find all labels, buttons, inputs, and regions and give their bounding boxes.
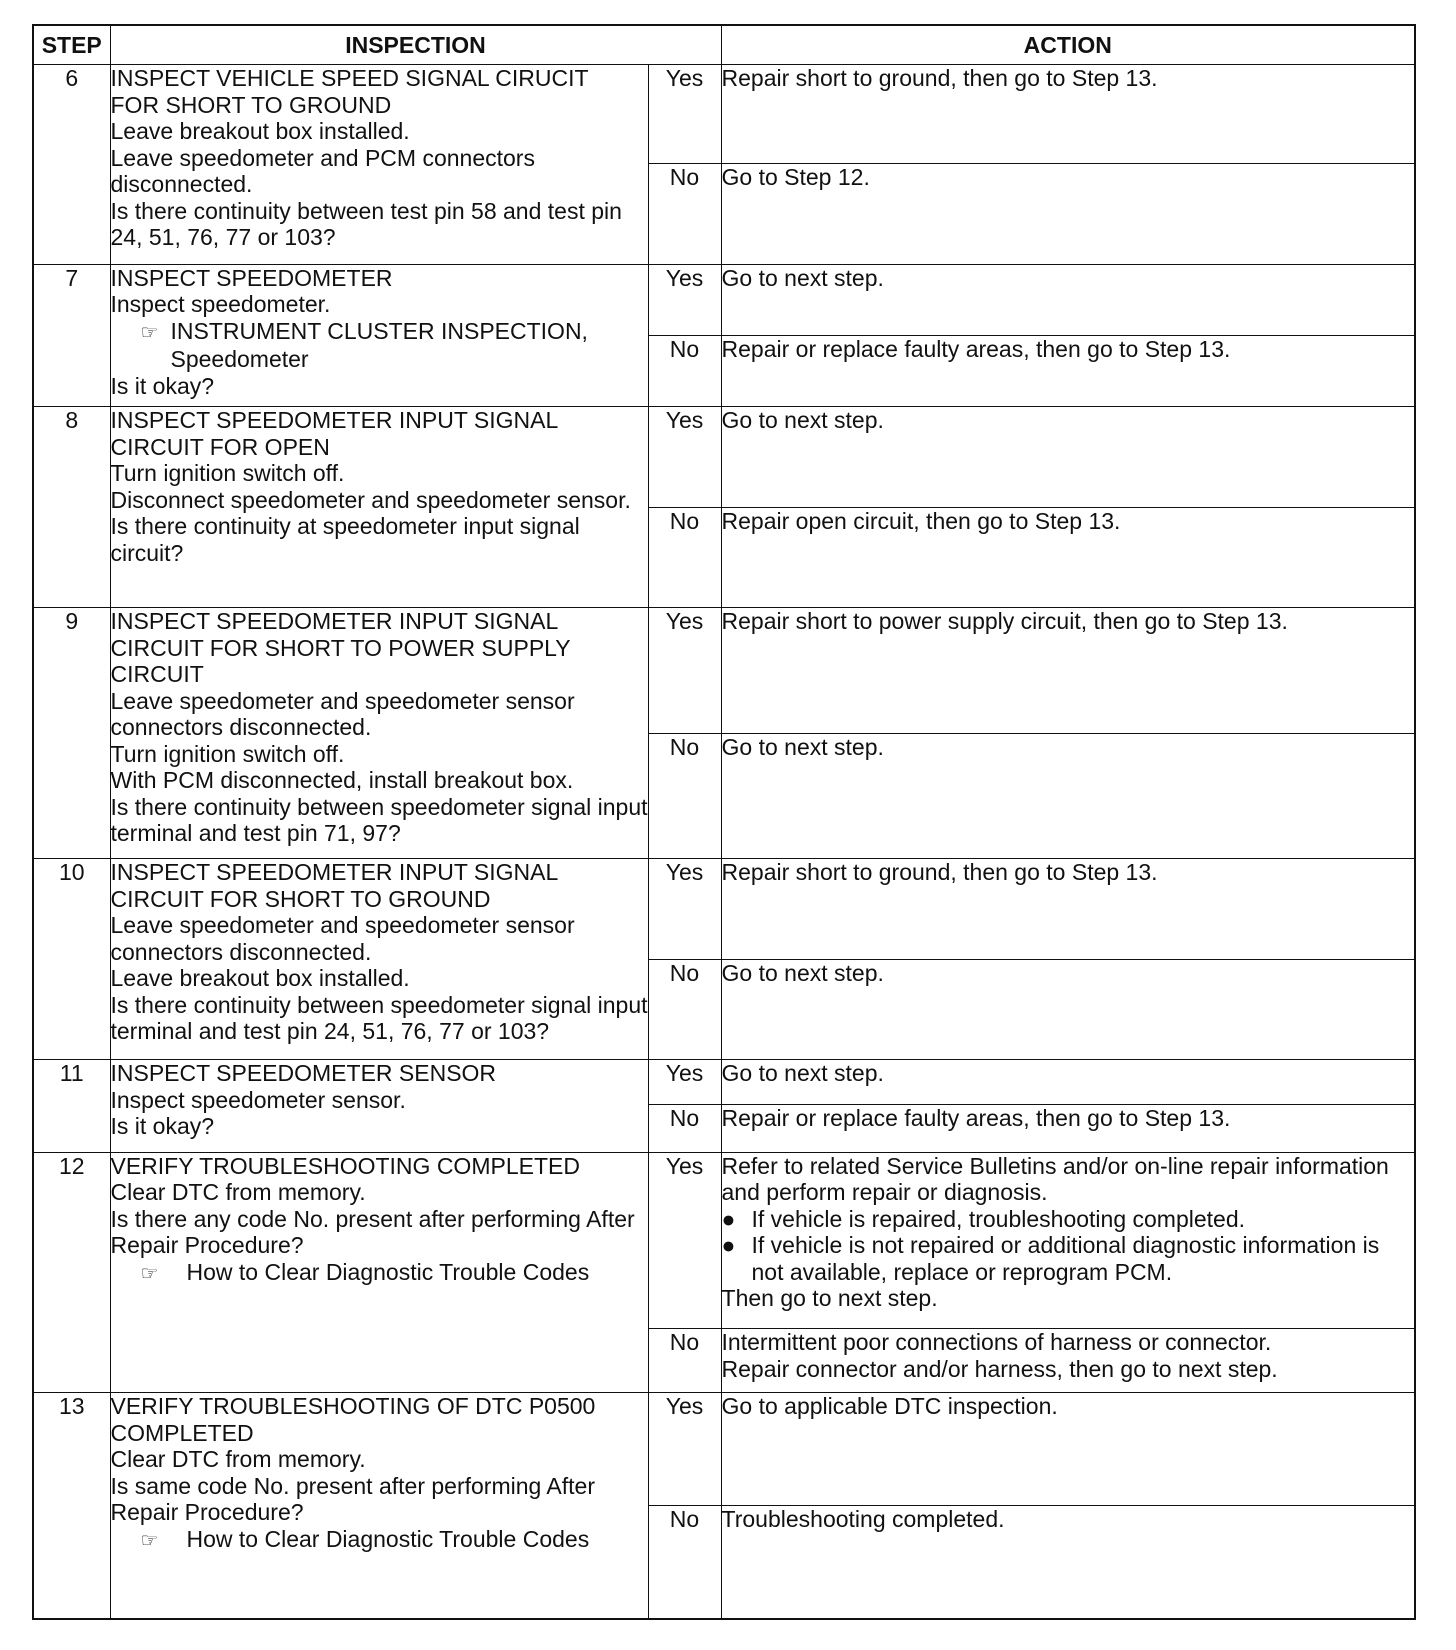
reference-link [111,1526,648,1555]
header-inspection: INSPECTION [110,25,721,65]
inspection-question: Is it okay? [110,372,215,399]
inspection-cell [110,264,648,406]
yes-action: Go to next step. [721,407,1415,507]
inspection-text: Leave speedometer and speedometer sensor connectors disconnected. [110,912,582,965]
inspection-question: Is there continuity at speedometer input signal circuit? [110,513,587,566]
inspection-title: INSPECT SPEEDOMETER INPUT SIGNAL [110,407,559,434]
table-row [33,1060,1415,1105]
inspection-text: Leave breakout box installed. [110,965,410,992]
inspection-question: Is there continuity between speedometer signal input terminal and test pin 71, 97? [110,793,654,847]
no-action: Troubleshooting completed. [721,1506,1415,1619]
inspection-title: INSPECT VEHICLE SPEED SIGNAL CIRUCIT [110,65,589,91]
yes-action: Repair short to power supply circuit, then go to Step 13. [721,608,1415,734]
inspection-title: INSPECT SPEEDOMETER SENSOR [110,1060,497,1087]
no-action: Go to Step 12. [721,164,1415,264]
action-text: Repair connector and/or harness, then go to next step. [721,1355,1278,1382]
inspection-question: Is same code No. present after performing After Repair Procedure? [110,1472,602,1526]
no-action: Repair open circuit, then go to Step 13. [721,507,1415,607]
inspection-question: Is there any code No. present after performing After Repair Procedure? [110,1205,642,1259]
no-action: Go to next step. [721,733,1415,859]
table-row [33,859,1415,959]
inspection-title: FOR SHORT TO GROUND [110,91,392,118]
step-number: 12 [33,1152,110,1393]
inspection-title: CIRCUIT FOR OPEN [110,433,330,460]
no-label: No [648,733,721,859]
yes-label: Yes [648,1393,721,1506]
yes-label: Yes [648,859,721,959]
reference-link [111,318,648,373]
inspection-title: INSPECT SPEEDOMETER [110,264,393,291]
yes-action [721,1152,1415,1329]
inspection-title: CIRCUIT [110,661,204,688]
table-row [33,608,1415,734]
inspection-cell [110,859,654,1060]
yes-action: Go to next step. [721,1060,1415,1105]
yes-label: Yes [648,1060,721,1105]
inspection-title: VERIFY TROUBLESHOOTING OF DTC P0500 [110,1393,596,1420]
inspection-text: Inspect speedometer sensor. [110,1086,406,1113]
yes-label: Yes [648,407,721,507]
inspection-cell [110,1060,648,1152]
troubleshooting-page [32,24,1414,1620]
step-number: 10 [33,859,110,1060]
inspection-title: CIRCUIT FOR SHORT TO GROUND [110,885,491,912]
yes-action: Go to next step. [721,264,1415,335]
table-header-row [33,25,1415,65]
step-number: 7 [33,264,110,406]
reference-text: INSTRUMENT CLUSTER INSPECTION, Speedometer [170,317,588,373]
reference-pointer-icon: ☞ [140,321,159,344]
yes-action: Go to applicable DTC inspection. [721,1393,1415,1506]
reference-link [111,1259,648,1288]
no-label: No [648,1105,721,1152]
table-row [33,65,1415,164]
action-text: Intermittent poor connections of harness or connector. [721,1329,1272,1356]
no-label: No [648,164,721,264]
inspection-text: With PCM disconnected, install breakout box. [110,767,574,794]
no-action: Repair or replace faulty areas, then go to Step 13. [721,336,1415,407]
yes-label: Yes [648,608,721,734]
no-action [721,1329,1415,1393]
no-action: Repair or replace faulty areas, then go to Step 13. [721,1105,1415,1152]
inspection-cell [110,1393,648,1619]
inspection-text: Disconnect speedometer and speedometer sensor. [110,486,631,513]
inspection-title: INSPECT SPEEDOMETER INPUT SIGNAL [110,859,559,886]
inspection-text: Turn ignition switch off. [110,740,345,767]
yes-label: Yes [648,264,721,335]
bullet-item [722,1232,1415,1285]
inspection-title: INSPECT SPEEDOMETER INPUT SIGNAL [110,608,559,635]
table-row [33,1152,1415,1329]
no-label: No [648,336,721,407]
inspection-text: Leave breakout box installed. [110,118,410,144]
inspection-cell [110,1152,648,1393]
inspection-text: Leave speedometer and PCM connectors disconnected. [110,144,542,197]
no-label: No [648,959,721,1059]
inspection-title: COMPLETED [110,1419,254,1446]
table-row [33,407,1415,507]
inspection-cell [110,65,648,265]
no-label: No [648,507,721,607]
yes-label: Yes [648,65,721,164]
action-text: Refer to related Service Bulletins and/or on-line repair information and perform repair or diagnosis. [721,1152,1396,1206]
troubleshooting-table [32,24,1416,1620]
inspection-title: CIRCUIT FOR SHORT TO POWER SUPPLY [110,634,571,661]
no-action: Go to next step. [721,959,1415,1059]
no-label: No [648,1329,721,1393]
yes-label: Yes [648,1152,721,1329]
table-row [33,264,1415,335]
reference-pointer-icon: ☞ [140,1529,159,1552]
table-row [33,1393,1415,1506]
step-number: 9 [33,608,110,859]
inspection-cell [110,407,648,608]
step-number: 8 [33,407,110,608]
inspection-text: Clear DTC from memory. [110,1179,366,1206]
step-number: 13 [33,1393,110,1619]
bullet-item [722,1206,1415,1233]
inspection-title: VERIFY TROUBLESHOOTING COMPLETED [110,1152,580,1179]
reference-text: How to Clear Diagnostic Trouble Codes [186,1525,590,1552]
bullet-icon: ● [721,1205,736,1232]
inspection-text: Turn ignition switch off. [110,460,345,487]
step-number: 11 [33,1060,110,1152]
inspection-question: Is there continuity between speedometer signal input terminal and test pin 24, 51, 76, 77 or 103? [110,991,654,1045]
inspection-text: Clear DTC from memory. [110,1446,366,1473]
reference-text: How to Clear Diagnostic Trouble Codes [186,1258,590,1285]
bullet-icon: ● [721,1232,736,1259]
yes-action: Repair short to ground, then go to Step 13. [721,859,1415,959]
inspection-question: Is it okay? [110,1113,215,1140]
inspection-cell [110,608,654,859]
step-number: 6 [33,65,110,265]
inspection-text: Inspect speedometer. [110,291,331,318]
action-text: Then go to next step. [721,1285,938,1312]
inspection-text: Leave speedometer and speedometer sensor connectors disconnected. [110,687,582,741]
header-action: ACTION [721,25,1415,65]
header-step: STEP [33,25,110,65]
no-label: No [648,1506,721,1619]
bullet-text: If vehicle is repaired, troubleshooting completed. [751,1205,1246,1232]
bullet-text: If vehicle is not repaired or additional diagnostic information is not available, replace or reprogram PCM. [751,1232,1380,1285]
inspection-question: Is there continuity between test pin 58 and test pin 24, 51, 76, 77 or 103? [110,197,629,250]
yes-action: Repair short to ground, then go to Step 13. [721,65,1415,164]
reference-pointer-icon: ☞ [140,1262,159,1285]
